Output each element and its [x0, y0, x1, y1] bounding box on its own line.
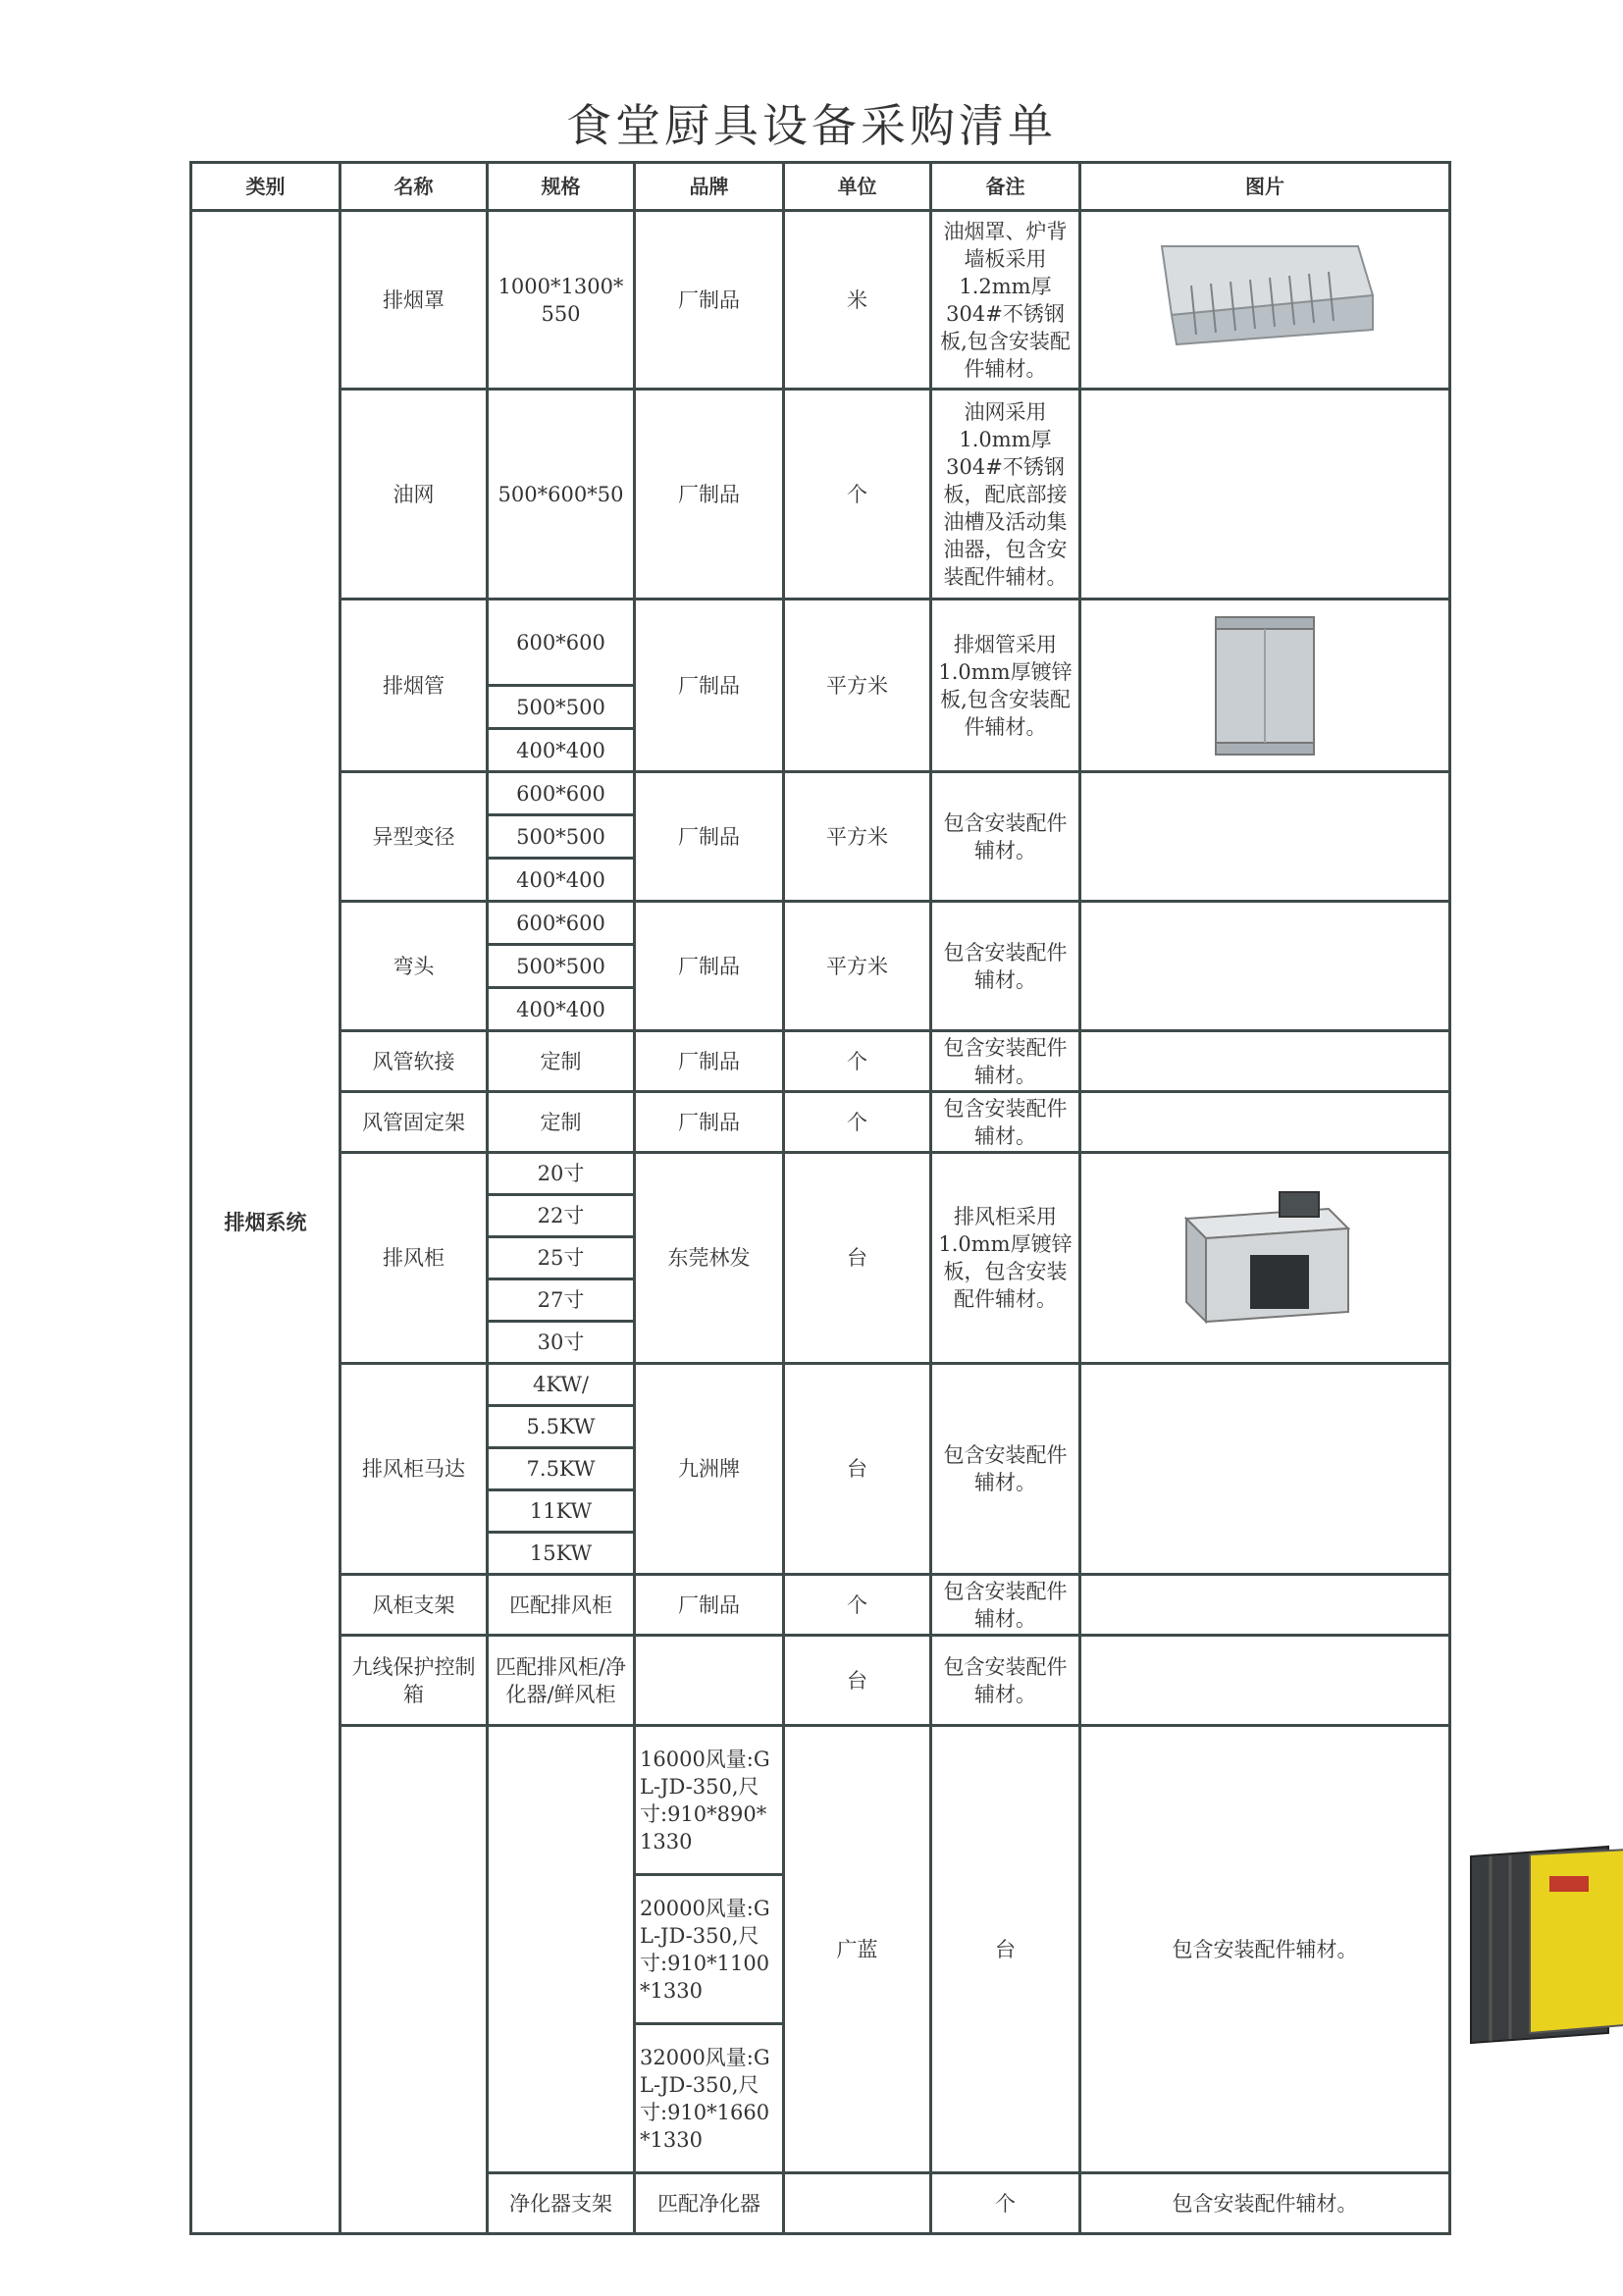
item-name — [488, 1726, 635, 2173]
item-spec: 500*500 — [488, 686, 635, 729]
empty-image-cell — [1080, 772, 1450, 902]
item-note: 包含安装配件辅材。 — [931, 1575, 1080, 1636]
item-brand: 广蓝 — [784, 1726, 931, 2173]
empty-image-cell — [1080, 1031, 1450, 1092]
item-name: 弯头 — [340, 902, 488, 1031]
item-spec: 600*600 — [488, 600, 635, 686]
item-spec: 400*400 — [488, 859, 635, 902]
item-note: 油烟罩、炉背墙板采用1.2mm厚304#不锈钢板,包含安装配件辅材。 — [931, 211, 1080, 390]
item-spec: 15KW — [488, 1533, 635, 1575]
table-row — [191, 1726, 1450, 1875]
header-image: 图片 — [1080, 163, 1450, 211]
header-category: 类别 — [191, 163, 340, 211]
table-header-row — [191, 163, 1450, 211]
item-spec: 32000风量:GL-JD-350,尺寸:910*1660*1330 — [635, 2024, 784, 2173]
item-spec: 定制 — [488, 1031, 635, 1092]
table-row — [191, 1575, 1450, 1636]
empty-image-cell — [1080, 902, 1450, 1031]
item-note: 包含安装配件辅材。 — [931, 1636, 1080, 1726]
item-brand: 厂制品 — [635, 902, 784, 1031]
item-note: 包含安装配件辅材。 — [1080, 1726, 1450, 2173]
item-brand: 厂制品 — [635, 772, 784, 902]
item-spec: 600*600 — [488, 902, 635, 945]
table-row — [191, 1031, 1450, 1092]
item-unit: 台 — [784, 1153, 931, 1364]
item-note: 排风柜采用1.0mm厚镀锌板，包含安装配件辅材。 — [931, 1153, 1080, 1364]
table-row — [191, 1092, 1450, 1153]
item-unit: 台 — [784, 1636, 931, 1726]
item-brand: 东莞林发 — [635, 1153, 784, 1364]
item-spec: 1000*1300*550 — [488, 211, 635, 390]
item-unit: 平方米 — [784, 902, 931, 1031]
header-brand: 品牌 — [635, 163, 784, 211]
item-brand: 厂制品 — [635, 600, 784, 772]
header-spec: 规格 — [488, 163, 635, 211]
item-spec: 400*400 — [488, 729, 635, 772]
item-note: 包含安装配件辅材。 — [931, 1031, 1080, 1092]
item-spec: 5.5KW — [488, 1406, 635, 1448]
empty-image-cell — [1080, 1092, 1450, 1153]
item-unit: 个 — [784, 1092, 931, 1153]
item-spec: 16000风量:GL-JD-350,尺寸:910*890*1330 — [635, 1726, 784, 1875]
item-name: 排烟管 — [340, 600, 488, 772]
item-name: 排烟罩 — [340, 211, 488, 390]
item-brand: 厂制品 — [635, 1092, 784, 1153]
item-spec: 500*500 — [488, 815, 635, 859]
item-spec: 匹配净化器 — [635, 2173, 784, 2234]
table-row — [191, 1364, 1450, 1406]
item-spec: 7.5KW — [488, 1448, 635, 1490]
item-spec: 30寸 — [488, 1322, 635, 1364]
item-brand: 九洲牌 — [635, 1364, 784, 1575]
item-brand: 厂制品 — [635, 1575, 784, 1636]
empty-image-cell — [1080, 390, 1450, 600]
item-note: 包含安装配件辅材。 — [1080, 2173, 1450, 2234]
item-spec: 400*400 — [488, 988, 635, 1031]
item-spec: 500*500 — [488, 945, 635, 988]
page-title: 食堂厨具设备采购清单 — [566, 99, 1057, 152]
item-spec: 20000风量:GL-JD-350,尺寸:910*1100*1330 — [635, 1875, 784, 2024]
item-name: 排风柜马达 — [340, 1364, 488, 1575]
item-unit: 台 — [931, 1726, 1080, 2173]
item-brand: 厂制品 — [635, 390, 784, 600]
item-unit: 米 — [784, 211, 931, 390]
item-unit: 平方米 — [784, 600, 931, 772]
category-cell: 排烟系统 — [191, 211, 340, 2234]
item-unit: 台 — [784, 1364, 931, 1575]
item-brand: 厂制品 — [635, 1031, 784, 1092]
item-name: 九线保护控制箱 — [340, 1636, 488, 1726]
table-row — [191, 1636, 1450, 1726]
item-name: 净化器支架 — [488, 2173, 635, 2234]
item-spec: 11KW — [488, 1490, 635, 1533]
item-spec: 25寸 — [488, 1237, 635, 1279]
item-note: 包含安装配件辅材。 — [931, 902, 1080, 1031]
item-note: 包含安装配件辅材。 — [931, 772, 1080, 902]
table-row — [191, 600, 1450, 686]
item-note: 油网采用1.0mm厚304#不锈钢板，配底部接油槽及活动集油器，包含安装配件辅材。 — [931, 390, 1080, 600]
item-unit: 个 — [931, 2173, 1080, 2234]
item-unit: 个 — [784, 1575, 931, 1636]
item-unit: 个 — [784, 1031, 931, 1092]
item-spec: 匹配排风柜 — [488, 1575, 635, 1636]
table-row — [191, 902, 1450, 945]
item-unit: 个 — [784, 390, 931, 600]
item-name: 风管软接 — [340, 1031, 488, 1092]
header-name: 名称 — [340, 163, 488, 211]
item-name: 排风柜 — [340, 1153, 488, 1364]
item-spec: 27寸 — [488, 1279, 635, 1322]
empty-image-cell — [1080, 1575, 1450, 1636]
item-name: 风管固定架 — [340, 1092, 488, 1153]
table-row — [191, 772, 1450, 815]
item-brand — [784, 2173, 931, 2234]
category-cell-blank — [340, 1726, 488, 2234]
item-spec: 20寸 — [488, 1153, 635, 1195]
procurement-table — [189, 161, 1451, 2235]
table-row — [191, 211, 1450, 390]
item-name: 油网 — [340, 390, 488, 600]
item-spec: 4KW/ — [488, 1364, 635, 1406]
item-spec: 500*600*50 — [488, 390, 635, 600]
item-name: 异型变径 — [340, 772, 488, 902]
item-brand: 厂制品 — [635, 211, 784, 390]
item-note: 排烟管采用1.0mm厚镀锌板,包含安装配件辅材。 — [931, 600, 1080, 772]
duct-photo — [1080, 600, 1450, 772]
item-note: 包含安装配件辅材。 — [931, 1092, 1080, 1153]
item-spec: 22寸 — [488, 1195, 635, 1237]
header-unit: 单位 — [784, 163, 931, 211]
table-row — [191, 1153, 1450, 1195]
item-spec: 匹配排风柜/净化器/鲜风柜 — [488, 1636, 635, 1726]
item-name: 风柜支架 — [340, 1575, 488, 1636]
header-note: 备注 — [931, 163, 1080, 211]
item-brand — [635, 1636, 784, 1726]
empty-image-cell — [1080, 1364, 1450, 1575]
item-spec: 600*600 — [488, 772, 635, 815]
empty-image-cell — [1080, 1636, 1450, 1726]
item-note: 包含安装配件辅材。 — [931, 1364, 1080, 1575]
item-unit: 平方米 — [784, 772, 931, 902]
item-spec: 定制 — [488, 1092, 635, 1153]
fan-cabinet-photo — [1080, 1153, 1450, 1364]
table-row — [191, 390, 1450, 600]
hood-photo — [1080, 211, 1450, 390]
